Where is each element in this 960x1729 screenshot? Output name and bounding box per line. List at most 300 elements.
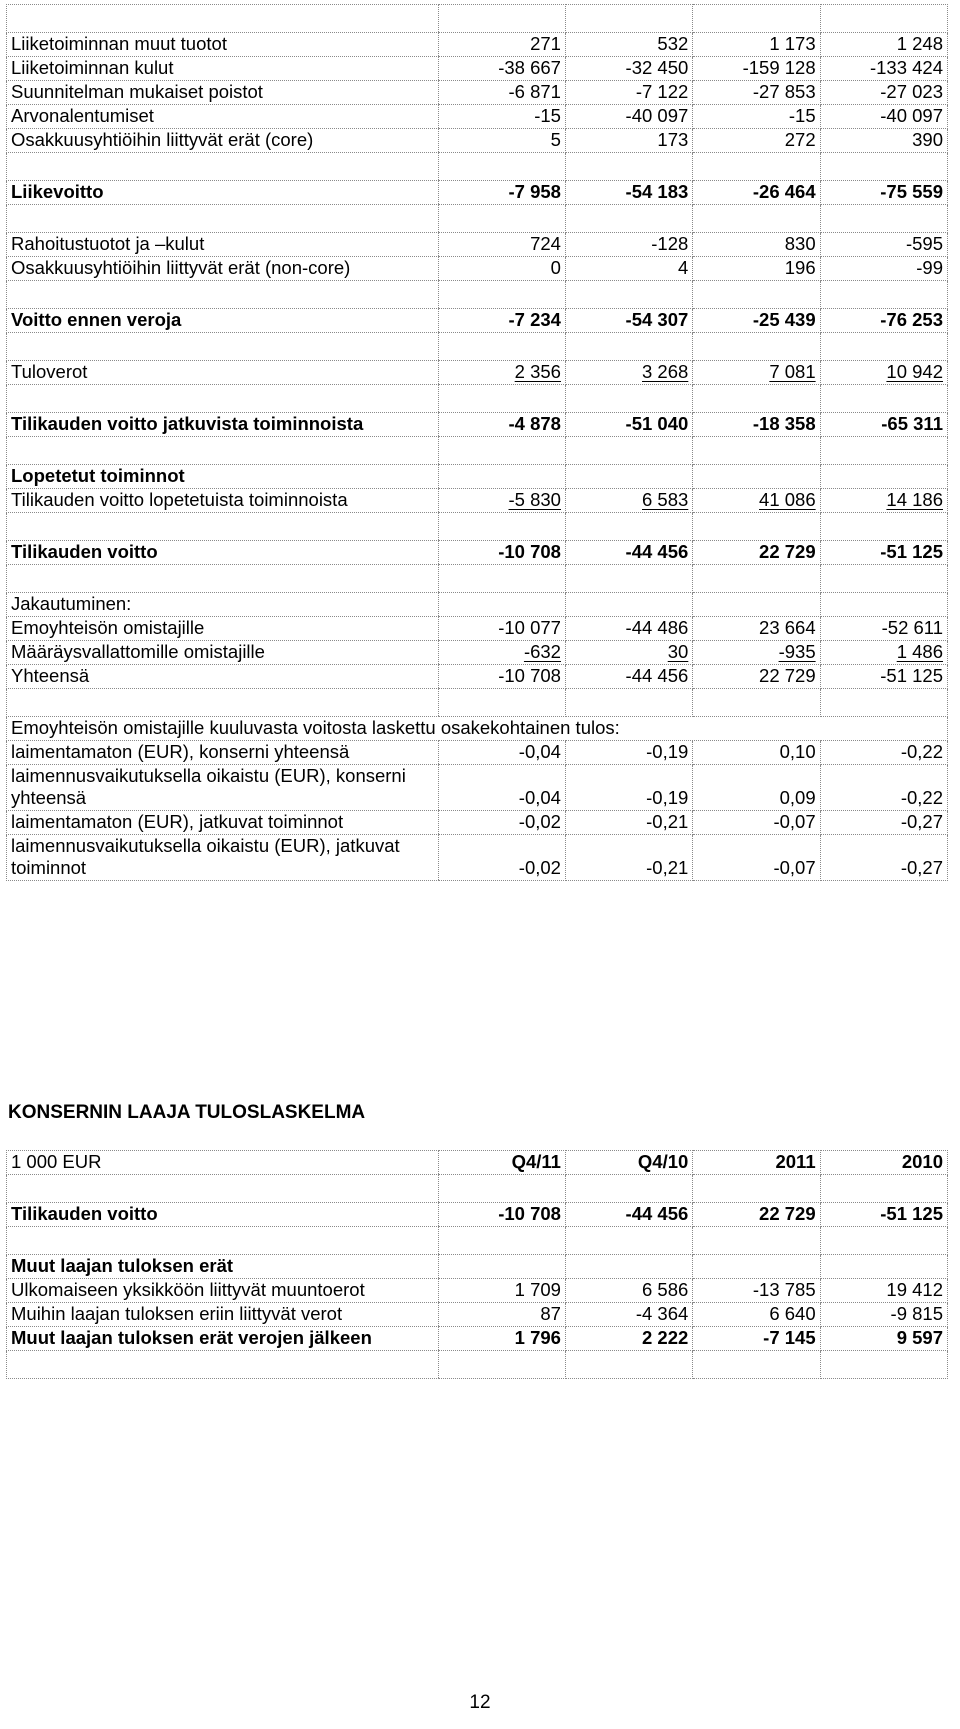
empty-cell (7, 689, 439, 717)
empty-cell (820, 205, 947, 233)
empty-cell (565, 153, 692, 181)
table-row (7, 465, 948, 489)
cell-value: -51 125 (880, 1203, 943, 1224)
empty-cell (693, 153, 820, 181)
table-row (7, 105, 948, 129)
value-cell (693, 1151, 820, 1175)
cell-value: -0,19 (646, 787, 689, 808)
table-row (7, 593, 948, 617)
cell-value: -0,22 (900, 741, 943, 762)
table-row (7, 741, 948, 765)
cell-value: -32 450 (625, 57, 689, 78)
empty-cell (7, 205, 439, 233)
cell-value: 2010 (901, 1151, 943, 1172)
empty-cell (438, 513, 565, 541)
empty-cell (565, 1351, 692, 1379)
value-cell (438, 489, 565, 513)
empty-cell (565, 513, 692, 541)
empty-cell (693, 205, 820, 233)
empty-cell (438, 5, 565, 33)
value-cell (565, 361, 692, 385)
cell-value: 532 (657, 33, 689, 54)
cell-value: -9 815 (890, 1303, 943, 1324)
empty-cell (438, 437, 565, 465)
cell-value: 724 (530, 233, 561, 254)
value-cell (565, 309, 692, 333)
empty-cell (7, 565, 439, 593)
value-cell (565, 233, 692, 257)
row-label: Muihin laajan tuloksen eriin liittyvät verot (7, 1303, 439, 1327)
spacer-row (7, 1351, 948, 1379)
value-cell (820, 81, 947, 105)
empty-cell (693, 333, 820, 361)
cell-value: -0,19 (646, 741, 689, 762)
cell-value: -99 (916, 257, 943, 278)
value-cell (438, 57, 565, 81)
cell-value: -0,21 (646, 857, 689, 878)
spacer-row (7, 513, 948, 541)
cell-value: -52 611 (881, 617, 943, 638)
value-cell (565, 413, 692, 437)
value-cell (565, 641, 692, 665)
row-label: Rahoitustuotot ja –kulut (7, 233, 439, 257)
cell-value: -10 077 (498, 617, 561, 638)
value-cell (438, 593, 565, 617)
value-cell (693, 541, 820, 565)
cell-value: Q4/10 (637, 1151, 689, 1172)
empty-cell (438, 1351, 565, 1379)
cell-value: -51 125 (880, 541, 943, 562)
value-cell (438, 81, 565, 105)
cell-value: Q4/11 (511, 1151, 561, 1172)
empty-cell (438, 689, 565, 717)
value-cell (820, 33, 947, 57)
cell-value: -54 183 (625, 181, 689, 202)
value-cell (565, 811, 692, 835)
value-cell (565, 665, 692, 689)
row-label: Tilikauden voitto (7, 1203, 439, 1227)
cell-value: 173 (657, 129, 689, 150)
value-cell (693, 181, 820, 205)
value-cell (693, 741, 820, 765)
empty-cell (7, 1351, 439, 1379)
value-cell (820, 181, 947, 205)
value-cell (565, 1203, 692, 1227)
empty-cell (565, 437, 692, 465)
cell-value: 22 729 (759, 665, 816, 686)
value-cell (693, 617, 820, 641)
spacer-row (7, 1227, 948, 1255)
row-label: Tilikauden voitto (7, 541, 439, 565)
empty-cell (820, 5, 947, 33)
value-cell (438, 811, 565, 835)
row-label: Jakautuminen: (7, 593, 439, 617)
cell-value: -935 (778, 641, 816, 662)
value-cell (438, 257, 565, 281)
row-label: Osakkuusyhtiöihin liittyvät erät (core) (7, 129, 439, 153)
value-cell (438, 617, 565, 641)
value-cell (693, 465, 820, 489)
row-label: Suunnitelman mukaiset poistot (7, 81, 439, 105)
cell-value: 10 942 (886, 361, 943, 382)
value-cell (693, 81, 820, 105)
empty-cell (438, 281, 565, 309)
value-cell (438, 1151, 565, 1175)
cell-value: 0,10 (779, 741, 816, 762)
value-cell (565, 489, 692, 513)
table-row (7, 1327, 948, 1351)
cell-value: -75 559 (880, 181, 943, 202)
table-row (7, 413, 948, 437)
value-cell (820, 665, 947, 689)
value-cell (438, 835, 565, 881)
cell-value: -0,27 (900, 857, 943, 878)
cell-value: 0 (550, 257, 561, 278)
row-label: Voitto ennen veroja (7, 309, 439, 333)
cell-value: -40 097 (880, 105, 943, 126)
value-cell (693, 129, 820, 153)
cell-value: -27 023 (880, 81, 943, 102)
spacer-row (7, 281, 948, 309)
value-cell (438, 641, 565, 665)
cell-value: 2 356 (514, 361, 561, 382)
value-cell (565, 1327, 692, 1351)
cell-value: -54 307 (625, 309, 689, 330)
value-cell (565, 617, 692, 641)
table-row (7, 617, 948, 641)
value-cell (438, 181, 565, 205)
value-cell (693, 361, 820, 385)
table-row (7, 361, 948, 385)
value-cell (438, 1303, 565, 1327)
row-label: laimennusvaikutuksella oikaistu (EUR), jatkuvat toiminnot (7, 835, 439, 881)
empty-cell (565, 565, 692, 593)
table-row (7, 717, 948, 741)
cell-value: -0,27 (900, 811, 943, 832)
empty-cell (820, 513, 947, 541)
cell-value: -7 122 (635, 81, 689, 102)
empty-cell (565, 205, 692, 233)
empty-cell (7, 385, 439, 413)
cell-value: -27 853 (752, 81, 816, 102)
table-row (7, 233, 948, 257)
empty-cell (693, 385, 820, 413)
table-row (7, 765, 948, 811)
table-row (7, 835, 948, 881)
empty-cell (438, 1175, 565, 1203)
table-row (7, 489, 948, 513)
value-cell (438, 413, 565, 437)
value-cell (438, 541, 565, 565)
row-label: Liiketoiminnan kulut (7, 57, 439, 81)
value-cell (820, 811, 947, 835)
value-cell (693, 593, 820, 617)
empty-cell (693, 1175, 820, 1203)
cell-value: -51 125 (880, 665, 943, 686)
value-cell (565, 465, 692, 489)
row-label: Liikevoitto (7, 181, 439, 205)
cell-value: -6 871 (508, 81, 561, 102)
cell-value: -13 785 (752, 1279, 816, 1300)
cell-value: 196 (784, 257, 816, 278)
cell-value: -15 (788, 105, 816, 126)
empty-cell (438, 333, 565, 361)
value-cell (820, 617, 947, 641)
empty-cell (693, 281, 820, 309)
cell-value: 2011 (775, 1151, 816, 1172)
cell-value: -7 958 (508, 181, 561, 202)
value-cell (820, 1255, 947, 1279)
empty-cell (438, 1227, 565, 1255)
value-cell (438, 765, 565, 811)
value-cell (820, 593, 947, 617)
cell-value: 0,09 (779, 787, 816, 808)
empty-cell (693, 1351, 820, 1379)
value-cell (565, 81, 692, 105)
row-label: Lopetetut toiminnot (7, 465, 439, 489)
spacer-row (7, 5, 948, 33)
cell-value: -44 486 (625, 617, 689, 638)
cell-value: 1 248 (896, 33, 943, 54)
cell-value: 9 597 (896, 1327, 943, 1348)
empty-cell (820, 385, 947, 413)
table-row (7, 1255, 948, 1279)
cell-value: 6 640 (769, 1303, 816, 1324)
cell-value: 22 729 (759, 541, 816, 562)
empty-cell (565, 1227, 692, 1255)
value-cell (820, 465, 947, 489)
empty-cell (565, 1175, 692, 1203)
cell-value: -4 364 (635, 1303, 689, 1324)
value-cell (565, 765, 692, 811)
empty-cell (820, 1351, 947, 1379)
value-cell (820, 129, 947, 153)
row-label: Yhteensä (7, 665, 439, 689)
value-cell (820, 641, 947, 665)
value-cell (820, 57, 947, 81)
value-cell (820, 361, 947, 385)
cell-value: -159 128 (742, 57, 816, 78)
table-row (7, 1303, 948, 1327)
table-row (7, 33, 948, 57)
cell-value: -595 (905, 233, 943, 254)
value-cell (693, 489, 820, 513)
spacer-row (7, 565, 948, 593)
empty-cell (693, 513, 820, 541)
value-cell (438, 129, 565, 153)
cell-value: -25 439 (752, 309, 816, 330)
empty-cell (7, 153, 439, 181)
cell-value: -0,04 (518, 741, 561, 762)
cell-value: -18 358 (752, 413, 816, 434)
cell-value: -133 424 (869, 57, 943, 78)
value-cell (438, 741, 565, 765)
value-cell (693, 1255, 820, 1279)
cell-value: 7 081 (769, 361, 816, 382)
value-cell (438, 1327, 565, 1351)
cell-value: -26 464 (752, 181, 816, 202)
cell-value: 4 (678, 257, 689, 278)
row-label: Tuloverot (7, 361, 439, 385)
table-row (7, 811, 948, 835)
value-cell (693, 765, 820, 811)
value-cell (565, 1255, 692, 1279)
cell-value: -10 708 (498, 1203, 561, 1224)
cell-value: -0,07 (773, 857, 816, 878)
cell-value: 1 709 (514, 1279, 561, 1300)
row-label: Tilikauden voitto lopetetuista toiminnoista (7, 489, 439, 513)
empty-cell (693, 5, 820, 33)
empty-cell (820, 333, 947, 361)
cell-value: -38 667 (498, 57, 561, 78)
empty-cell (693, 1227, 820, 1255)
empty-cell (820, 437, 947, 465)
cell-value: -44 456 (625, 1203, 689, 1224)
cell-value: 22 729 (759, 1203, 816, 1224)
value-cell (693, 413, 820, 437)
value-cell (820, 541, 947, 565)
spacer-row (7, 153, 948, 181)
income-statement-table (6, 4, 948, 881)
empty-cell (7, 1227, 439, 1255)
empty-cell (820, 565, 947, 593)
value-cell (693, 57, 820, 81)
row-label: laimentamaton (EUR), konserni yhteensä (7, 741, 439, 765)
row-label: Ulkomaiseen yksikköön liittyvät muuntoerot (7, 1279, 439, 1303)
cell-value: 41 086 (759, 489, 816, 510)
cell-value: -5 830 (508, 489, 561, 510)
row-label: Arvonalentumiset (7, 105, 439, 129)
cell-value: 1 796 (514, 1327, 561, 1348)
table-row (7, 257, 948, 281)
empty-cell (693, 565, 820, 593)
spacer-row (7, 437, 948, 465)
value-cell (820, 741, 947, 765)
empty-cell (438, 565, 565, 593)
income-statement-body (7, 5, 948, 881)
row-label: Muut laajan tuloksen erät verojen jälkeen (7, 1327, 439, 1351)
empty-cell (7, 1175, 439, 1203)
empty-cell (693, 689, 820, 717)
cell-value: 14 186 (886, 489, 943, 510)
table-row (7, 665, 948, 689)
page-number: 12 (469, 1692, 491, 1713)
cell-value: -0,22 (900, 787, 943, 808)
table-row (7, 57, 948, 81)
table-row (7, 309, 948, 333)
value-cell (438, 309, 565, 333)
value-cell (820, 105, 947, 129)
empty-cell (820, 153, 947, 181)
value-cell (565, 129, 692, 153)
value-cell (820, 1203, 947, 1227)
value-cell (693, 309, 820, 333)
cell-value: 2 222 (642, 1327, 689, 1348)
cell-value: 87 (540, 1303, 561, 1324)
row-label: Osakkuusyhtiöihin liittyvät erät (non-core) (7, 257, 439, 281)
cell-value: 19 412 (886, 1279, 943, 1300)
cell-value: -128 (651, 233, 689, 254)
value-cell (565, 57, 692, 81)
empty-cell (438, 385, 565, 413)
value-cell (565, 741, 692, 765)
table-row (7, 1151, 948, 1175)
cell-value: -44 456 (625, 541, 689, 562)
row-label: Emoyhteisön omistajille kuuluvasta voitosta laskettu osakekohtainen tulos: (7, 717, 948, 741)
value-cell (565, 835, 692, 881)
row-label: Emoyhteisön omistajille (7, 617, 439, 641)
cell-value: 1 173 (769, 33, 816, 54)
spacer-row (7, 205, 948, 233)
cell-value: -4 878 (508, 413, 561, 434)
value-cell (693, 1327, 820, 1351)
spacer-row (7, 1175, 948, 1203)
cell-value: 271 (530, 33, 561, 54)
value-cell (820, 1327, 947, 1351)
value-cell (438, 105, 565, 129)
empty-cell (565, 281, 692, 309)
value-cell (820, 765, 947, 811)
value-cell (565, 257, 692, 281)
empty-cell (820, 1175, 947, 1203)
value-cell (693, 1203, 820, 1227)
value-cell (693, 641, 820, 665)
empty-cell (7, 333, 439, 361)
comprehensive-income-body (7, 1151, 948, 1379)
empty-cell (693, 437, 820, 465)
row-label: Liiketoiminnan muut tuotot (7, 33, 439, 57)
value-cell (565, 593, 692, 617)
value-cell (820, 233, 947, 257)
value-cell (693, 811, 820, 835)
empty-cell (438, 153, 565, 181)
cell-value: -0,07 (773, 811, 816, 832)
empty-cell (7, 513, 439, 541)
table-row (7, 181, 948, 205)
empty-cell (820, 1227, 947, 1255)
value-cell (565, 1303, 692, 1327)
value-cell (820, 489, 947, 513)
empty-cell (7, 5, 439, 33)
value-cell (693, 33, 820, 57)
cell-value: -40 097 (625, 105, 689, 126)
row-label: Muut laajan tuloksen erät (7, 1255, 439, 1279)
cell-value: -0,04 (518, 787, 561, 808)
row-label: laimentamaton (EUR), jatkuvat toiminnot (7, 811, 439, 835)
cell-value: 390 (912, 129, 943, 150)
value-cell (565, 1151, 692, 1175)
value-cell (438, 361, 565, 385)
cell-value: -51 040 (625, 413, 689, 434)
value-cell (438, 465, 565, 489)
table-row (7, 541, 948, 565)
table-row (7, 1279, 948, 1303)
value-cell (820, 257, 947, 281)
empty-cell (438, 205, 565, 233)
value-cell (820, 1303, 947, 1327)
cell-value: 6 586 (642, 1279, 689, 1300)
cell-value: -7 145 (763, 1327, 816, 1348)
empty-cell (565, 689, 692, 717)
cell-value: -0,02 (518, 857, 561, 878)
cell-value: -0,21 (646, 811, 689, 832)
value-cell (820, 1279, 947, 1303)
value-cell (438, 1203, 565, 1227)
empty-cell (565, 333, 692, 361)
value-cell (693, 835, 820, 881)
cell-value: 3 268 (642, 361, 689, 382)
cell-value: -0,02 (518, 811, 561, 832)
